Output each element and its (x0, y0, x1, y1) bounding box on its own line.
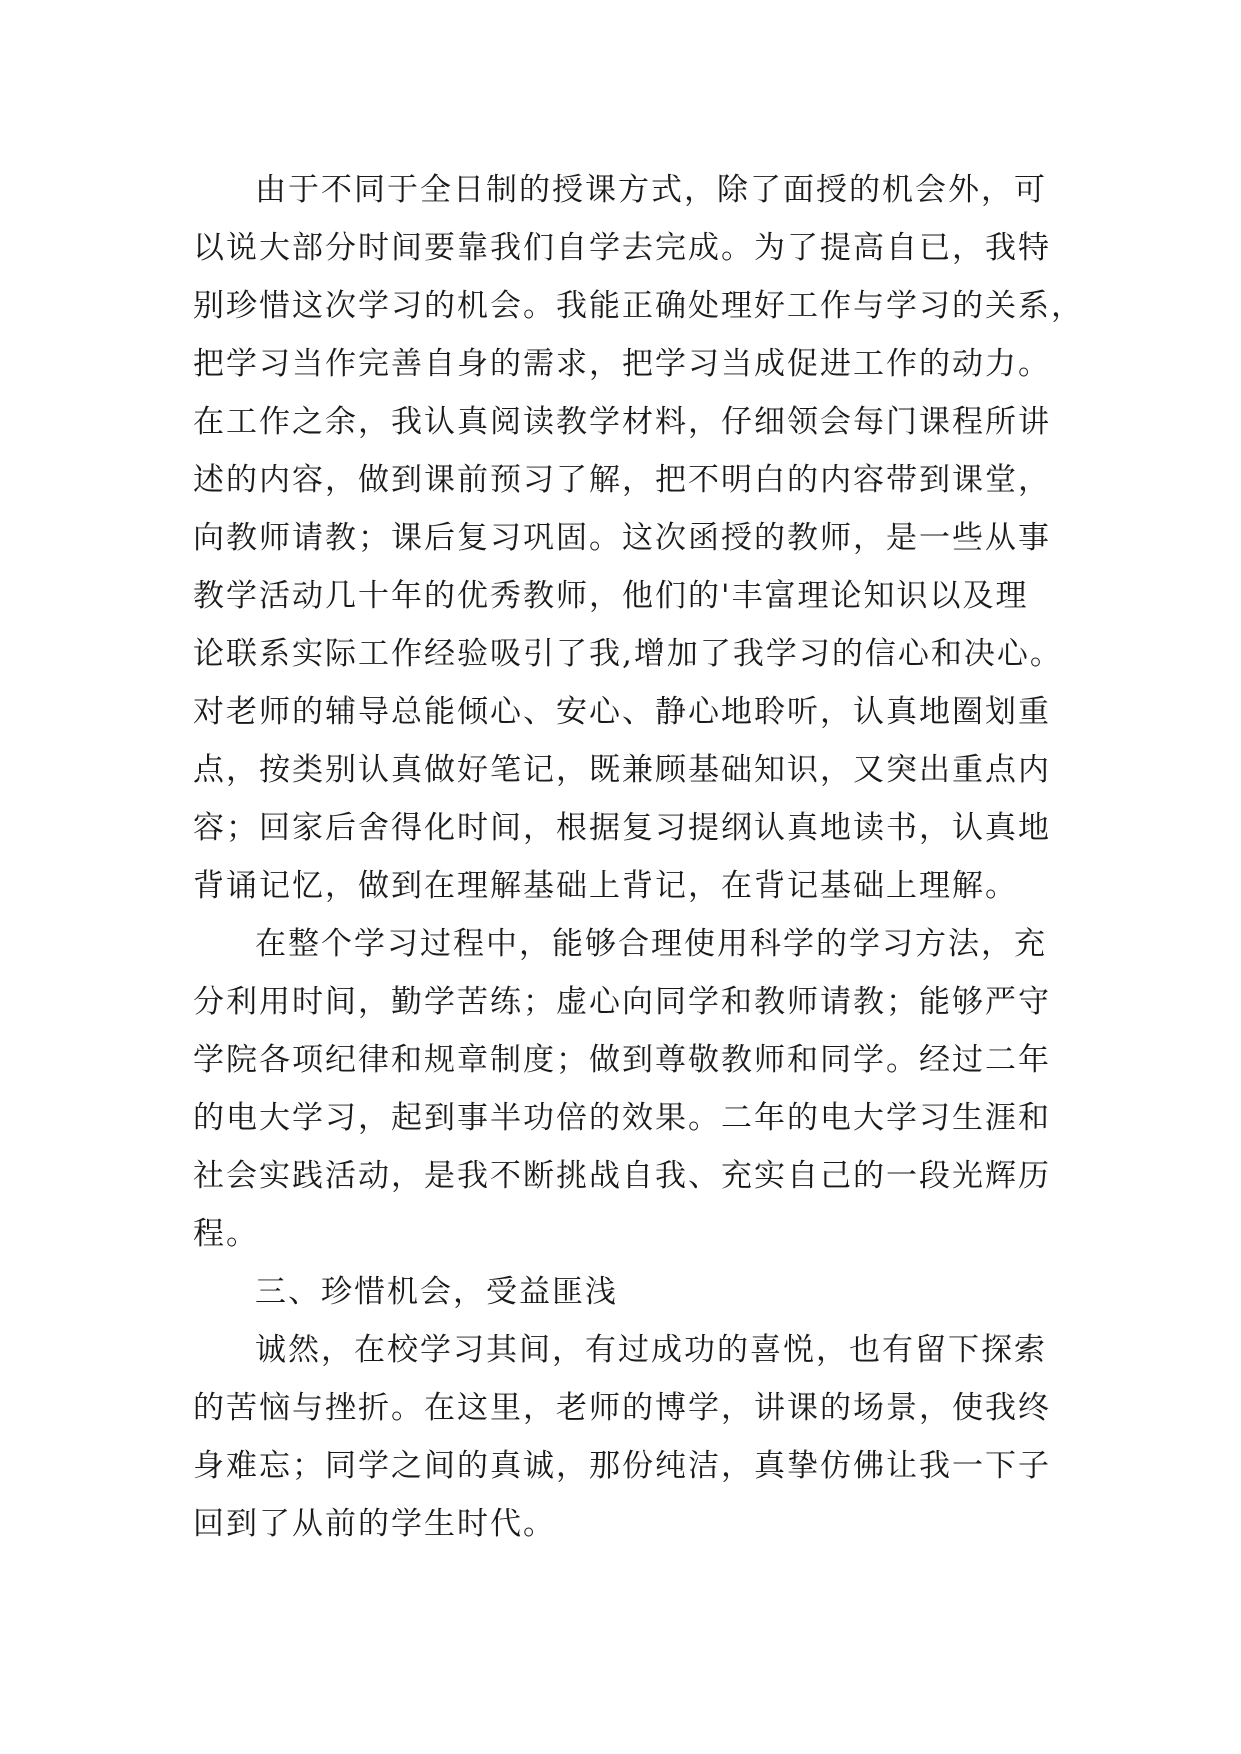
text-line: 程。 (193, 1216, 259, 1252)
text-line: 身难忘；同学之间的真诚，那份纯洁，真挚仿佛让我一下子 (193, 1448, 1051, 1484)
text-line: 论联系实际工作经验吸引了我,增加了我学习的信心和决心。 (193, 636, 1063, 672)
text-line: 分利用时间，勤学苦练；虚心向同学和教师请教；能够严守 (193, 984, 1051, 1020)
text-line: 的苦恼与挫折。在这里，老师的博学，讲课的场景，使我终 (193, 1390, 1051, 1426)
text-line: 社会实践活动，是我不断挑战自我、充实自己的一段光辉历 (193, 1158, 1051, 1194)
text-line: 点，按类别认真做好笔记，既兼顾基础知识，又突出重点内 (193, 752, 1051, 788)
text-line: 在整个学习过程中，能够合理使用科学的学习方法，充 (255, 926, 1047, 962)
text-line: 以说大部分时间要靠我们自学去完成。为了提高自已，我特 (193, 230, 1051, 266)
text-line: 把学习当作完善自身的需求，把学习当成促进工作的动力。 (193, 346, 1051, 382)
text-line: 学院各项纪律和规章制度；做到尊敬教师和同学。经过二年 (193, 1042, 1051, 1078)
text-line: 向教师请教；课后复习巩固。这次函授的教师，是一些从事 (193, 520, 1051, 556)
text-line: 的电大学习，起到事半功倍的效果。二年的电大学习生涯和 (193, 1100, 1051, 1136)
text-line: 容；回家后舍得化时间，根据复习提纲认真地读书，认真地 (193, 810, 1051, 846)
text-line: 在工作之余，我认真阅读教学材料，仔细领会每门课程所讲 (193, 404, 1051, 440)
text-line: 由于不同于全日制的授课方式，除了面授的机会外，可 (255, 172, 1047, 208)
text-line: 回到了从前的学生时代。 (193, 1506, 556, 1542)
body-text (193, 161, 1093, 1553)
text-line: 对老师的辅导总能倾心、安心、静心地聆听，认真地圈划重 (193, 694, 1051, 730)
text-line: 述的内容，做到课前预习了解，把不明白的内容带到课堂， (193, 462, 1051, 498)
text-line: 诚然，在校学习其间，有过成功的喜悦，也有留下探索 (255, 1332, 1047, 1368)
text-line: 背诵记忆，做到在理解基础上背记，在背记基础上理解。 (193, 868, 1018, 904)
text-line: 别珍惜这次学习的机会。我能正确处理好工作与学习的关系， (193, 288, 1084, 324)
section-heading: 三、珍惜机会，受益匪浅 (255, 1274, 618, 1310)
text-line: 教学活动几十年的优秀教师，他们的'丰富理论知识以及理 (193, 578, 1029, 614)
